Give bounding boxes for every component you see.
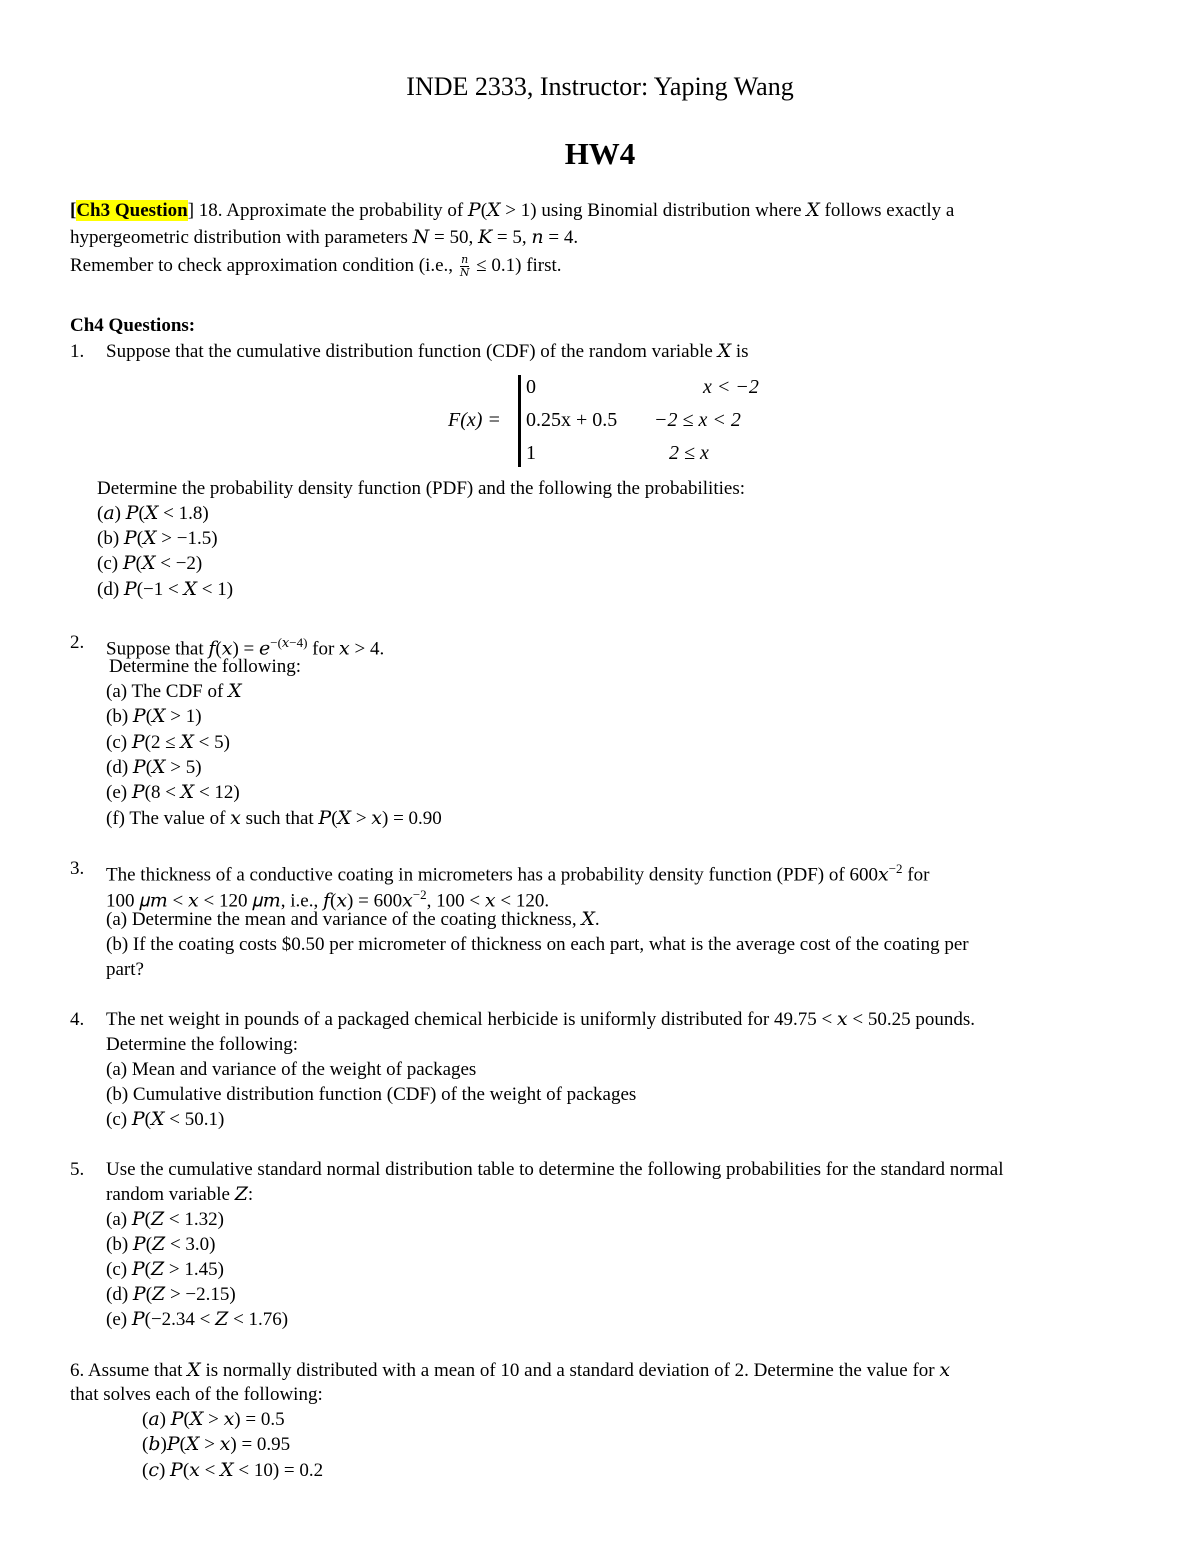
q2-part: (b) 𝑃(𝑋 > 1) [106,706,202,727]
cdf-function-label: F(x) = [448,409,501,431]
q2-exponent: −(𝑥−4) [270,635,308,650]
q5-part: (a) 𝑃(𝑍 < 1.32) [106,1209,224,1230]
q1-instruction: Determine the probability density function (PDF) and the following the probabilities: [97,478,745,499]
cdf-case-condition: x < −2 [703,376,759,398]
q2-part: (a) The CDF of 𝑋 [106,681,242,702]
q3-part: part? [106,959,144,980]
ch3-question-line2: hypergeometric distribution with parameters 𝑁 = 50, 𝐾 = 5, 𝑛 = 4. [70,227,579,248]
ch3-fraction [460,254,470,279]
ch3-question-line3 [70,253,562,279]
q5-part: (e) 𝑃(−2.34 < 𝑍 < 1.76) [106,1309,289,1330]
q2-part: (c) 𝑃(2 ≤ 𝑋 < 5) [106,732,230,753]
q5-text: Use the cumulative standard normal distribution table to determine the following probabilities for the standard normal [106,1159,1004,1180]
q1-part: (d) 𝑃(−1 < 𝑋 < 1) [97,579,234,600]
q5-part: (c) 𝑃(𝑍 > 1.45) [106,1259,224,1280]
homework-title: HW4 [564,136,636,171]
q2-part: (e) 𝑃(8 < 𝑋 < 12) [106,782,240,803]
q1-number: 1. [70,341,85,362]
q3-text-start: The thickness of a conductive coating in micrometers has a probability density function (PDF) of 600𝑥 [106,864,889,886]
cdf-case-value: 0 [526,376,536,398]
q4-instruction: Determine the following: [106,1034,299,1055]
ch3-question-line1: [Ch3 Question] 18. Approximate the probability of 𝑃(𝑋 > 1) using Binomial distribution where 𝑋 follows exactly a [70,200,955,221]
q4-number: 4. [70,1009,85,1030]
q3-exponent: −2 [412,887,427,902]
cdf-case-condition: −2 ≤ x < 2 [654,409,741,431]
q3-number: 3. [70,858,85,879]
q3-domain-start: 100 𝜇𝑚 < 𝑥 < 120 𝜇𝑚, i.e., 𝑓(𝑥) = 600𝑥 [106,890,413,912]
q3-domain-end: , 100 < 𝑥 < 120. [426,890,550,912]
q5-number: 5. [70,1159,85,1180]
q5-text-continued: random variable 𝑍: [106,1184,254,1205]
q6-part: (𝑎) 𝑃(𝑋 > 𝑥) = 0.5 [142,1409,285,1430]
cdf-case-value: 0.25x + 0.5 [526,409,618,431]
q5-part: (b) 𝑃(𝑍 < 3.0) [106,1234,216,1255]
q4-text: The net weight in pounds of a packaged chemical herbicide is uniformly distributed for 49.75 < 𝑥 < 50.25 pounds. [106,1009,976,1030]
q4-part: (b) Cumulative distribution function (CDF) of the weight of packages [106,1084,637,1105]
q6-part: (𝑐) 𝑃(𝑥 < 𝑋 < 10) = 0.2 [142,1460,324,1481]
ch3-fraction-numerator: 𝑛 [461,254,469,267]
q2-text-end: for 𝑥 > 4. [307,638,385,660]
q2-part: (f) The value of 𝑥 such that 𝑃(𝑋 > 𝑥) = 0.90 [106,808,442,829]
q3-part: (a) Determine the mean and variance of the coating thickness, 𝑋. [106,909,600,930]
q3-part: (b) If the coating costs $0.50 per micrometer of thickness on each part, what is the average cost of the coating per [106,934,969,955]
ch4-heading: Ch4 Questions: [70,315,196,336]
ch3-question-text: ] 18. Approximate the probability of 𝑃(𝑋 > 1) using Binomial distribution where 𝑋 follows exactly a [187,200,955,221]
q2-text-start: Suppose that 𝑓(𝑥) = 𝑒 [106,638,271,660]
cdf-brace [518,375,521,467]
cdf-case-value: 1 [526,442,536,464]
q1-part: (c) 𝑃(𝑋 < −2) [97,553,203,574]
ch3-fraction-denominator: 𝑁 [459,267,470,280]
q2-instruction: Determine the following: [109,656,302,677]
q1-part: (b) 𝑃(𝑋 > −1.5) [97,528,218,549]
q6-text-continued: that solves each of the following: [70,1384,323,1405]
q2-number: 2. [70,632,85,653]
ch3-condition-end: ≤ 0.1) first. [471,255,562,276]
course-title: INDE 2333, Instructor: Yaping Wang [406,72,794,101]
q1-text: Suppose that the cumulative distribution function (CDF) of the random variable 𝑋 is [106,341,749,362]
q4-part: (a) Mean and variance of the weight of packages [106,1059,477,1080]
q3-text-end: for [902,864,930,886]
q5-part: (d) 𝑃(𝑍 > −2.15) [106,1284,236,1305]
q6-text: 6. Assume that 𝑋 is normally distributed with a mean of 10 and a standard deviation of 2. Determine the value for 𝑥 [70,1360,951,1381]
ch3-question-tag: Ch3 Question [76,200,188,221]
q6-part: (𝑏)𝑃(𝑋 > 𝑥) = 0.95 [142,1434,291,1455]
q3-exponent: −2 [888,861,903,876]
ch3-condition-text: Remember to check approximation condition (i.e., [70,255,458,276]
q2-part: (d) 𝑃(𝑋 > 5) [106,757,202,778]
cdf-case-condition: 2 ≤ x [669,442,709,464]
q4-part: (c) 𝑃(𝑋 < 50.1) [106,1109,225,1130]
q1-part: (𝑎) 𝑃(𝑋 < 1.8) [97,503,209,524]
